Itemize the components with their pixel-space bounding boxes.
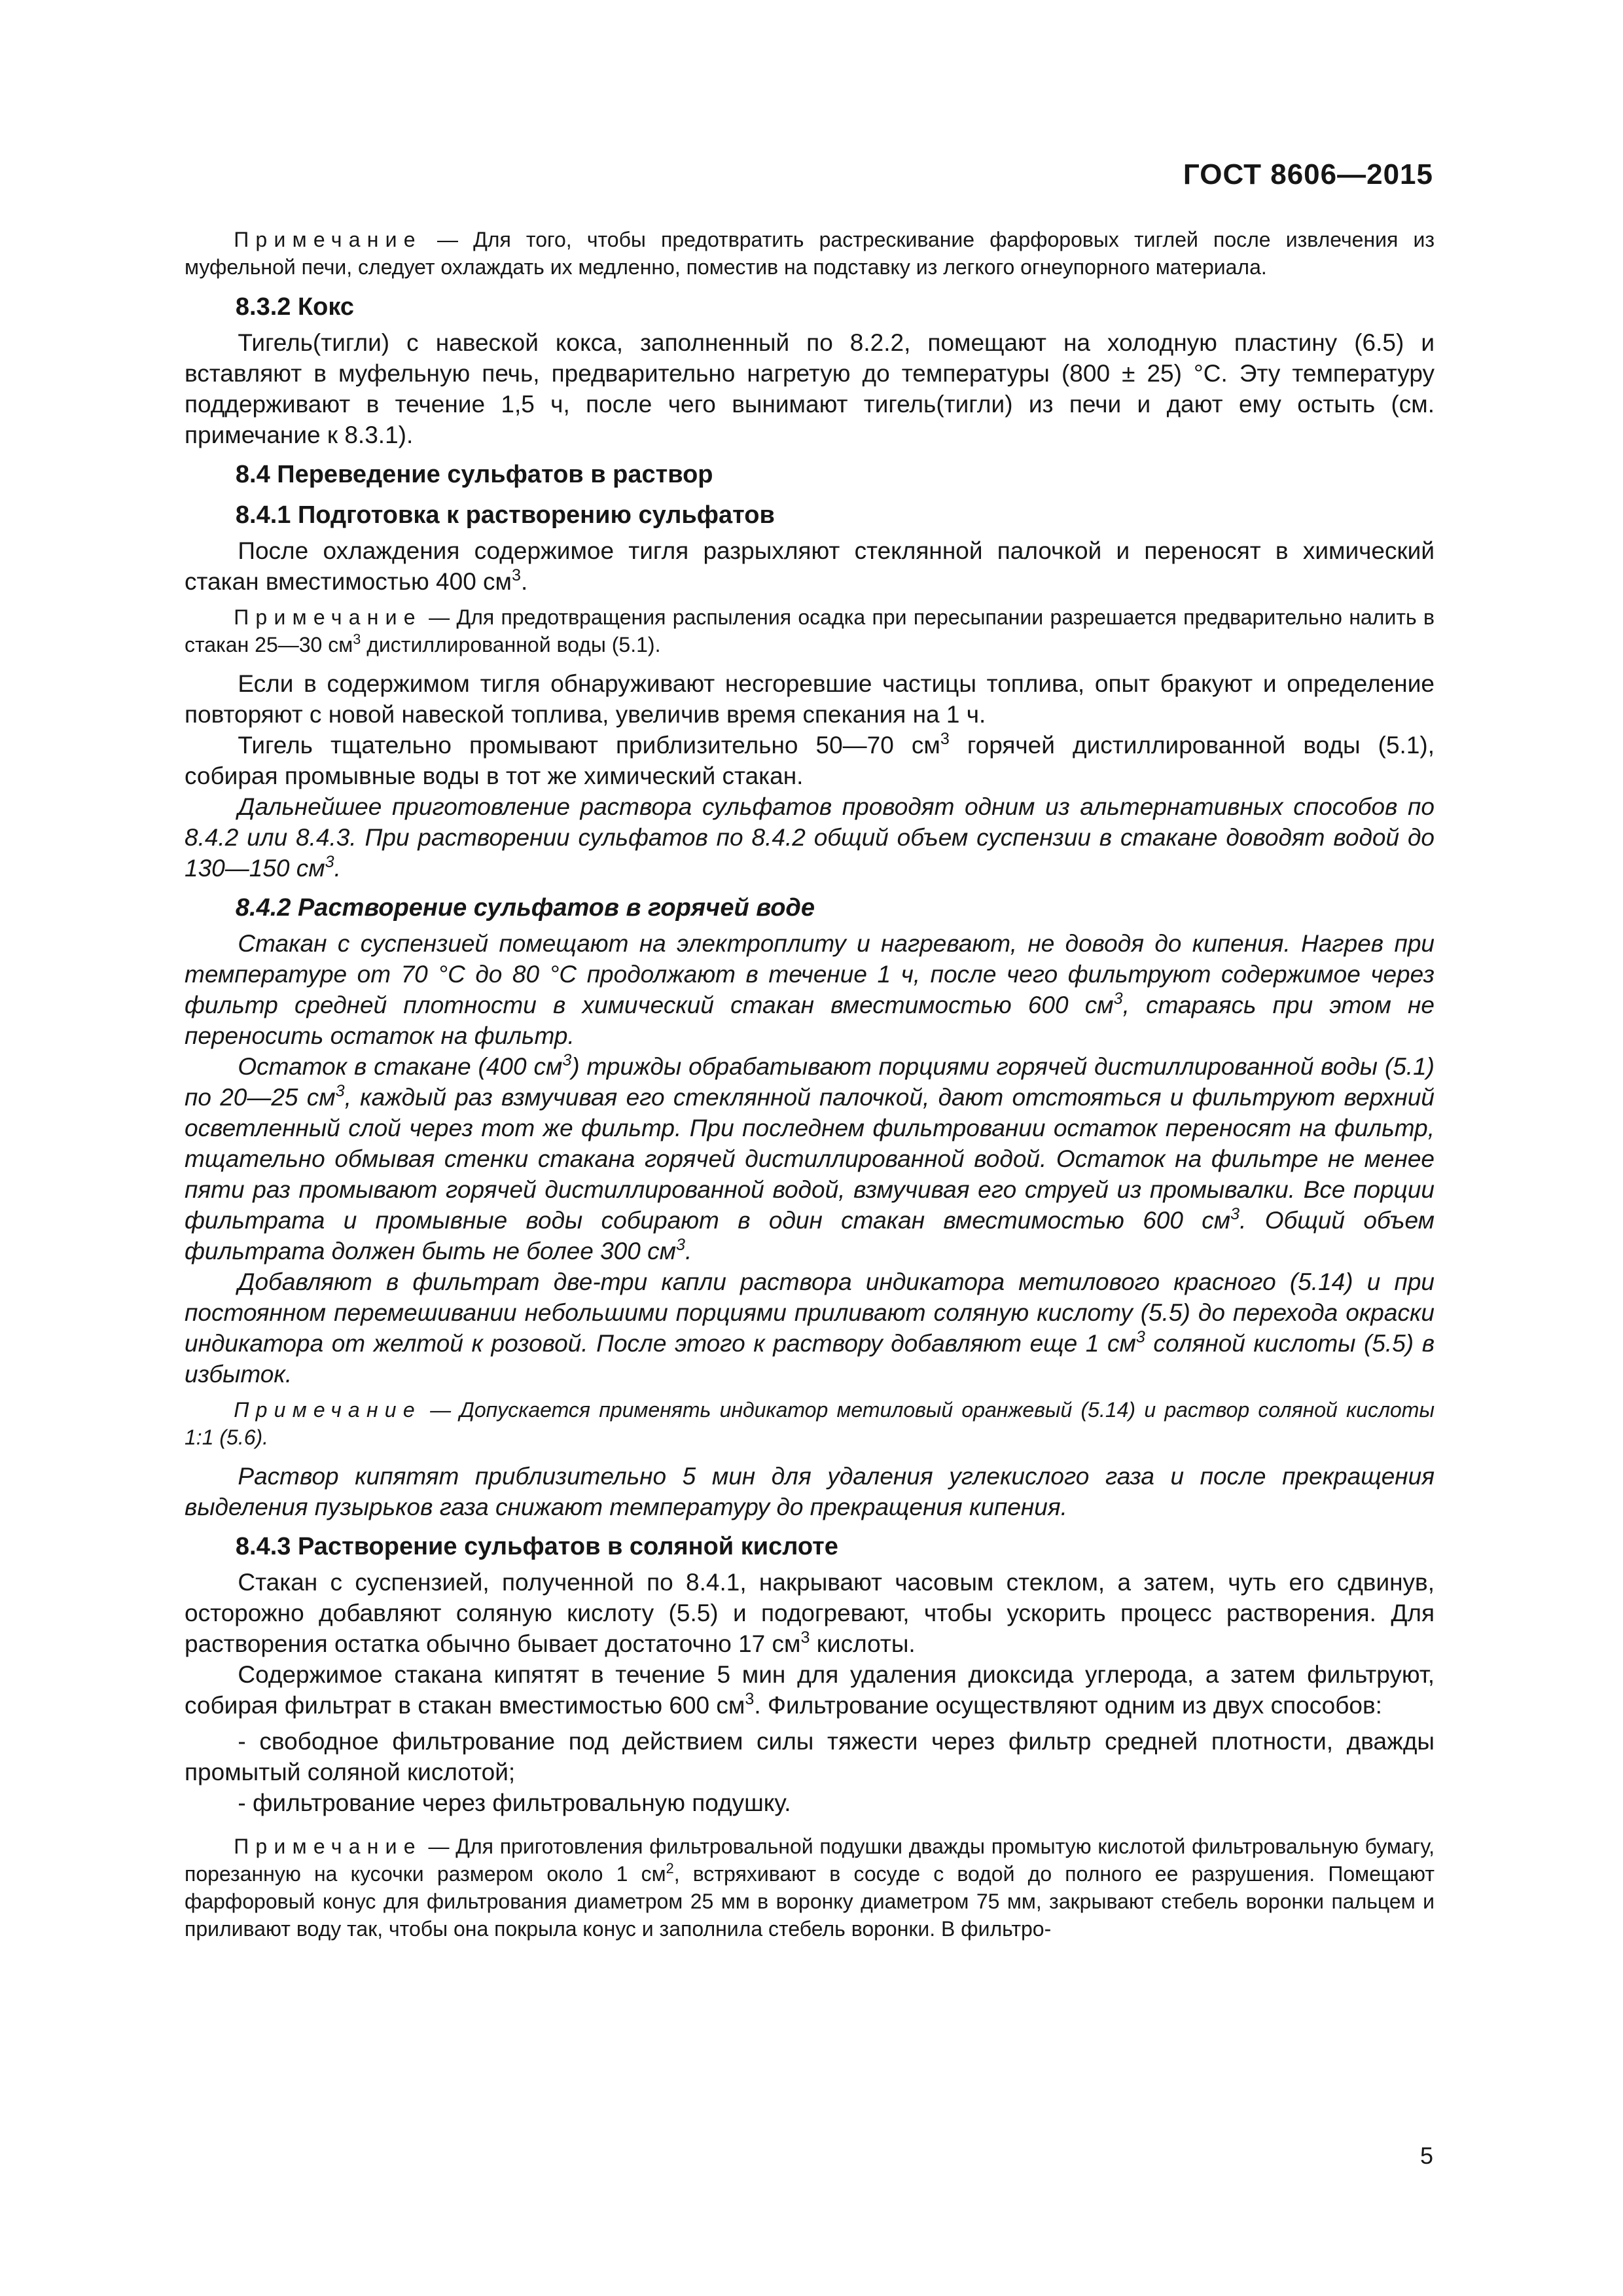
note-paragraph <box>185 603 1435 658</box>
text-run: , каждый раз взмучивая его стеклянной палочкой, дают отстояться и фильтруют верхний осветленный слой через тот же фильтр. При последнем фильтровании остаток переносят на фильтр, тщательно обмывая стенки стакана горячей дистиллированной водой. Остаток на фильтре не менее пяти раз промывают горячей дистиллированной водой, взмучивая его струей из промывалки. Все порции фильтрата и промывные воды собирают в один стакан вместимостью 600 см <box>185 1084 1435 1234</box>
text-run: Тигель тщательно промывают приблизительно 50—70 см <box>238 732 940 759</box>
paragraph <box>185 1567 1435 1659</box>
superscript: 3 <box>745 1690 755 1709</box>
text-run: кислоты. <box>810 1630 916 1657</box>
section-heading-8-4-2: 8.4.2 Растворение сульфатов в горячей воде <box>235 894 815 922</box>
text-run: . <box>521 568 528 595</box>
superscript: 3 <box>675 1236 685 1255</box>
text-run: После охлаждения содержимое тигля разрыхляют стеклянной палочкой и переносят в химический стакан вместимостью 400 см <box>185 537 1435 595</box>
spacer <box>185 1721 1435 1726</box>
superscript: 3 <box>800 1628 810 1647</box>
document-code: ГОСТ 8606—2015 <box>1183 158 1433 190</box>
superscript: 3 <box>562 1051 572 1070</box>
section-heading-8-4-1: 8.4.1 Подготовка к растворению сульфатов <box>235 501 775 529</box>
text-run: . <box>685 1238 692 1265</box>
text-run: Добавляют в фильтрат две-три капли раствора индикатора метилового красного (5.14) и при постоянном перемешивании небольшими порциями приливают соляную кислоту (5.5) до перехода окраски индикатора от желтой к розовой. После этого к раствору добавляют еще 1 см <box>185 1268 1435 1357</box>
section-heading-8-4: 8.4 Переведение сульфатов в раствор <box>235 461 713 488</box>
text-run: . <box>334 855 341 882</box>
list-item: - свободное фильтрование под действием силы тяжести через фильтр средней плотности, дважды промытый соляной кислотой; <box>185 1728 1435 1785</box>
superscript: 3 <box>1230 1205 1240 1224</box>
document-body <box>185 226 1435 1943</box>
superscript: 3 <box>325 853 334 872</box>
note-text: дистиллированной воды (5.1). <box>361 633 661 656</box>
page-number: 5 <box>1419 2142 1433 2169</box>
note-label: Примечание <box>234 605 422 629</box>
superscript: 3 <box>512 566 521 585</box>
note-text: Для приготовления фильтровальной подушки дважды промытую кислотой фильтровальную бумагу, порезанную на кусочки размером около 1 см <box>185 1835 1435 1886</box>
paragraph <box>185 1266 1435 1390</box>
text-run: . Общий объем фильтрата должен быть не более 300 см <box>185 1207 1435 1265</box>
text-run: соляной кислоты (5.5) в избыток. <box>185 1330 1435 1388</box>
note-paragraph <box>185 1396 1435 1451</box>
paragraph <box>185 791 1435 884</box>
text-run: ) трижды обрабатывают порциями горячей дистиллированной воды (5.1) по 20—25 см <box>185 1053 1435 1111</box>
text-run: , стараясь при этом не переносить остаток на фильтр. <box>185 992 1435 1049</box>
superscript: 2 <box>666 1860 674 1877</box>
paragraph <box>185 928 1435 1051</box>
note-dash: — <box>421 605 457 629</box>
note-label: Примечание <box>234 1398 421 1422</box>
text-run: Остаток в стакане (400 см <box>238 1053 563 1080</box>
note-text: Допускается применять индикатор метиловый оранжевый (5.14) и раствор соляной кислоты 1:1 (5.6). <box>185 1398 1435 1449</box>
note-dash: — <box>421 1398 460 1422</box>
note-dash: — <box>421 228 474 251</box>
paragraph <box>185 730 1435 791</box>
text-run: . Фильтрование осуществляют одним из двух способов: <box>754 1692 1382 1719</box>
paragraph: Раствор кипятят приблизительно 5 мин для удаления углекислого газа и после прекращения выделения пузырьков газа снижают температуру до прекращения кипения. <box>185 1463 1435 1520</box>
text-run: Стакан с суспензией помещают на электроплиту и нагревают, не доводя до кипения. Нагрев при температуре от 70 °С до 80 °С продолжают в течение 1 ч, после чего фильтруют содержимое через фильтр средней плотности в химический стакан вместимостью 600 см <box>185 930 1435 1018</box>
paragraph: Тигель(тигли) с навеской кокса, заполненный по 8.2.2, помещают на холодную пластину (6.5) и вставляют в муфельную печь, предварительно нагретую до температуры (800 ± 25) °С. Эту температуру поддерживают в течение 1,5 ч, после чего вынимают тигель(тигли) из печи и дают ему остыть (см. примечание к 8.3.1). <box>185 329 1435 448</box>
paragraph: Если в содержимом тигля обнаруживают несгоревшие частицы топлива, опыт бракуют и определение повторяют с новой навеской топлива, увеличив время спекания на 1 ч. <box>185 670 1435 728</box>
note-label: Примечание <box>234 1835 422 1858</box>
note-dash: — <box>421 1835 456 1858</box>
text-run: Содержимое стакана кипятят в течение 5 мин для удаления диоксида углерода, а затем фильтруют, собирая фильтрат в стакан вместимостью 600 см <box>185 1661 1435 1719</box>
note-paragraph <box>185 226 1435 281</box>
superscript: 3 <box>940 730 950 749</box>
note-text: , встряхивают в сосуде с водой до полного ее разрушения. Помещают фарфоровый конус для фильтрования диаметром 25 мм в воронку диаметром 75 мм, закрывают стебель воронки пальцем и приливают воду так, чтобы она покрыла конус и заполнила стебель воронки. В фильтро- <box>185 1862 1435 1941</box>
note-paragraph <box>185 1833 1435 1943</box>
paragraph <box>185 1051 1435 1266</box>
section-heading-8-3-2: 8.3.2 Кокс <box>235 293 355 321</box>
note-text: Для предотвращения распыления осадка при пересыпании разрешается предварительно налить в стакан 25—30 см <box>185 605 1435 656</box>
section-heading-8-4-3: 8.4.3 Растворение сульфатов в соляной кислоте <box>235 1533 838 1560</box>
text-run: горячей дистиллированной воды (5.1), собирая промывные воды в тот же химический стакан. <box>185 732 1435 789</box>
paragraph <box>185 1659 1435 1721</box>
superscript: 3 <box>353 631 361 648</box>
superscript: 3 <box>1135 1328 1145 1347</box>
text-run: Стакан с суспензией, полученной по 8.4.1, накрывают часовым стеклом, а затем, чуть его сдвинув, осторожно добавляют соляную кислоту (5.5) и подогревают, чтобы ускорить процесс растворения. Для растворения остатка обычно бывает достаточно 17 см <box>185 1569 1435 1657</box>
superscript: 3 <box>1113 990 1123 1009</box>
note-label: Примечание <box>234 228 422 251</box>
superscript: 3 <box>335 1082 345 1101</box>
note-text: Для того, чтобы предотвратить растрескивание фарфоровых тиглей после извлечения из муфельной печи, следует охлаждать их медленно, поместив на подставку из легкого огнеупорного материала. <box>185 228 1435 279</box>
paragraph <box>185 535 1435 597</box>
list-item: - фильтрование через фильтровальную подушку. <box>238 1789 791 1816</box>
text-run: Дальнейшее приготовление раствора сульфатов проводят одним из альтернативных способов по 8.4.2 или 8.4.3. При растворении сульфатов по 8.4.2 общий объем суспензии в стакане доводят водой до 130—150 см <box>185 793 1435 882</box>
